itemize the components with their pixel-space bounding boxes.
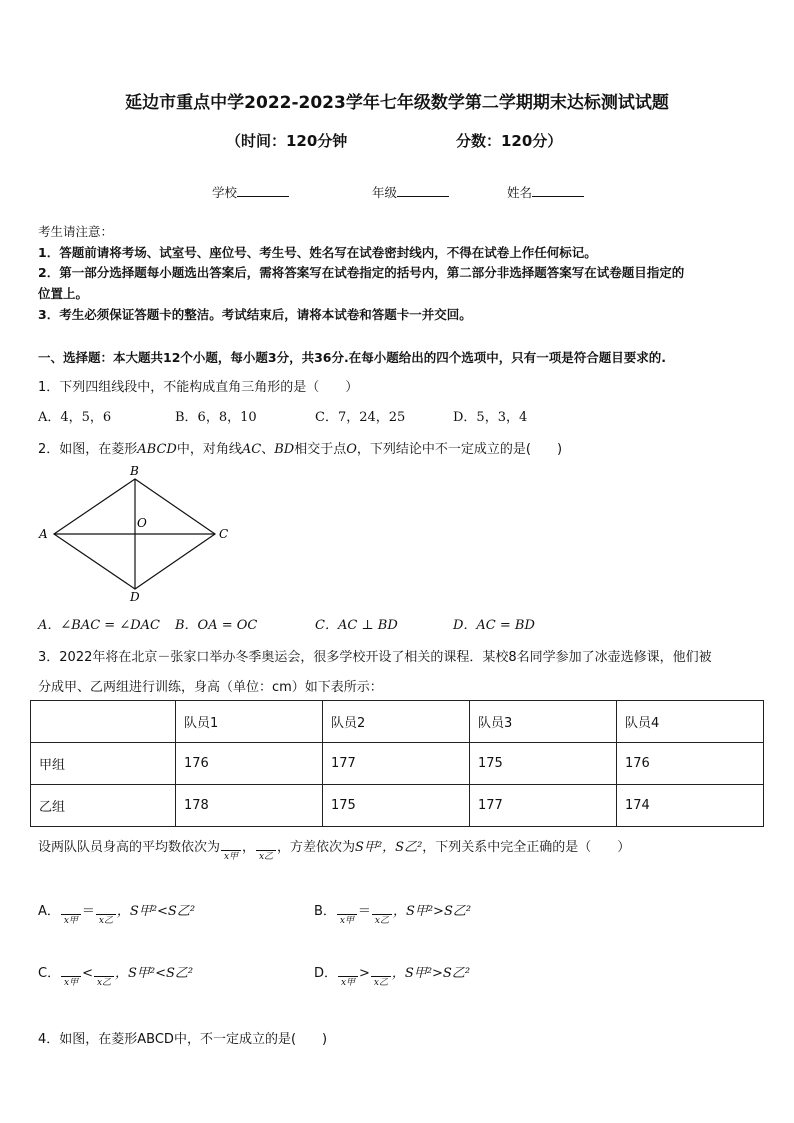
q3-question: 设两队队员身高的平均数依次为 x甲 ， x乙 ，方差依次为S甲²，S乙²，下列关系中完全正确的是（ ）: [38, 836, 630, 863]
variance-relation: ，S甲²<S乙²: [114, 966, 194, 981]
relation: ＝: [81, 904, 95, 919]
table-header: 队员3: [470, 701, 617, 743]
q1-option-c[interactable]: C．7，24，25: [315, 410, 406, 425]
q3-option-b[interactable]: [314, 900, 471, 927]
q2-stem-var: AC: [241, 442, 262, 457]
table-cell: 176: [617, 743, 764, 785]
option-label: D．: [314, 966, 338, 981]
q3-question-part: ，方差依次为: [277, 840, 356, 855]
q2-option-d[interactable]: D．AC = BD: [453, 618, 535, 633]
q2-option-a[interactable]: A．∠BAC = ∠DAC: [38, 618, 160, 633]
variance-relation: ，S甲²>S乙²: [392, 904, 472, 919]
name-field[interactable]: [507, 182, 584, 201]
table-cell: 177: [323, 743, 470, 785]
q3-option-a[interactable]: [38, 900, 195, 927]
table-cell: 177: [470, 785, 617, 827]
exam-score: 分数：120分）: [456, 132, 563, 150]
q2-stem: [38, 438, 562, 457]
q1-option-a[interactable]: A．4，5，6: [38, 410, 112, 425]
mean-yi: [256, 836, 276, 863]
grade-label: 年级: [372, 185, 398, 200]
table-header-row: [31, 701, 764, 743]
mean-yi-label: x乙: [258, 852, 274, 862]
table-cell: 175: [323, 785, 470, 827]
rhombus-figure: [34, 462, 234, 602]
q2-stem-var: O: [346, 442, 357, 457]
table-header: 队员2: [323, 701, 470, 743]
table-row: [31, 743, 764, 785]
option-label: C．: [38, 966, 61, 981]
q2-stem-part: 、: [261, 442, 275, 457]
page-title: 延边市重点中学2022-2023学年七年级数学第二学期期末达标测试试题: [125, 93, 669, 113]
name-label: 姓名: [507, 185, 533, 200]
mean-jia: x甲: [61, 900, 81, 927]
q2-stem-part: 中，对角线: [176, 442, 242, 457]
q1-stem: 1．下列四组线段中，不能构成直角三角形的是（ ）: [38, 380, 359, 395]
grade-field[interactable]: [372, 182, 449, 201]
mean-jia: x甲: [338, 962, 358, 989]
table-cell: 乙组: [31, 785, 176, 827]
mean-yi: x乙: [96, 900, 116, 927]
relation: <: [82, 966, 93, 981]
q3-option-d[interactable]: [314, 962, 470, 989]
mean-yi: x乙: [371, 962, 391, 989]
q2-stem-part: 相交于点: [294, 442, 347, 457]
table-cell: 178: [176, 785, 323, 827]
exam-time: （时间：120分钟: [226, 132, 348, 150]
note-item: 1．答题前请将考场、试室号、座位号、考生号、姓名写在试卷密封线内，不得在试卷上作任何标记。: [38, 245, 597, 260]
note-item: 位置上。: [38, 286, 89, 301]
q2-stem-part: 2．如图，在菱形: [38, 442, 138, 457]
table-header: 队员1: [176, 701, 323, 743]
note-item: 3．考生必须保证答题卡的整洁。考试结束后，请将本试卷和答题卡一并交回。: [38, 307, 472, 322]
variance-relation: ，S甲²>S乙²: [391, 966, 471, 981]
q2-stem-var: ABCD: [137, 442, 177, 457]
label-d: D: [130, 590, 140, 602]
q3-stem-line2: 分成甲、乙两组进行训练，身高（单位：cm）如下表所示：: [38, 680, 383, 695]
relation: >: [359, 966, 370, 981]
mean-yi: x乙: [372, 900, 392, 927]
q1-option-d[interactable]: D．5，3，4: [453, 410, 528, 425]
option-label: B．: [314, 904, 336, 919]
grade-blank: [397, 182, 449, 197]
table-cell: [31, 701, 176, 743]
q2-option-b[interactable]: B．OA = OC: [175, 618, 258, 633]
mean-jia: [221, 836, 241, 863]
mean-jia: x甲: [337, 900, 357, 927]
school-label: 学校: [212, 185, 238, 200]
q3-stem-line1: 3．2022年将在北京－张家口举办冬季奥运会，很多学校开设了相关的课程．某校8名同学参加了冰壶选修课，他们被: [38, 650, 712, 665]
q2-stem-var: BD: [274, 442, 295, 457]
q2-stem-part: ，下列结论中不一定成立的是( ): [356, 442, 563, 457]
relation: ＝: [357, 904, 371, 919]
variance-relation: ，S甲²<S乙²: [116, 904, 196, 919]
q1-option-b[interactable]: B．6，8，10: [175, 410, 257, 425]
q4-stem: 4．如图，在菱形ABCD中，不一定成立的是( ): [38, 1032, 328, 1047]
height-table: [30, 700, 764, 827]
mean-jia: x甲: [61, 962, 81, 989]
school-field[interactable]: [212, 182, 289, 201]
notes-heading: 考生请注意：: [38, 224, 114, 239]
mean-jia-label: x甲: [223, 852, 239, 862]
label-b: B: [130, 464, 139, 478]
school-blank: [237, 182, 289, 197]
table-row: [31, 785, 764, 827]
q3-question-part: 设两队队员身高的平均数依次为: [38, 840, 221, 855]
table-cell: 176: [176, 743, 323, 785]
label-a: A: [39, 527, 48, 541]
table-header: 队员4: [617, 701, 764, 743]
note-item: 2．第一部分选择题每小题选出答案后，需将答案写在试卷指定的括号内，第二部分非选择题答案写在试卷题目指定的: [38, 265, 685, 280]
mean-yi: x乙: [94, 962, 114, 989]
table-cell: 175: [470, 743, 617, 785]
table-cell: 174: [617, 785, 764, 827]
q3-question-part: ，下列关系中完全正确的是（ ）: [422, 840, 631, 855]
label-c: C: [219, 527, 229, 541]
q3-option-c[interactable]: [38, 962, 193, 989]
section-heading: 一、选择题：本大题共12个小题，每小题3分，共36分.在每小题给出的四个选项中，只有一项是符合题目要求的.: [38, 350, 666, 365]
q3-variance: S甲²，S乙²: [355, 840, 423, 855]
table-cell: 甲组: [31, 743, 176, 785]
label-o: O: [137, 516, 147, 530]
q2-option-c[interactable]: C．AC ⊥ BD: [315, 618, 398, 633]
name-blank: [532, 182, 584, 197]
option-label: A．: [38, 904, 60, 919]
